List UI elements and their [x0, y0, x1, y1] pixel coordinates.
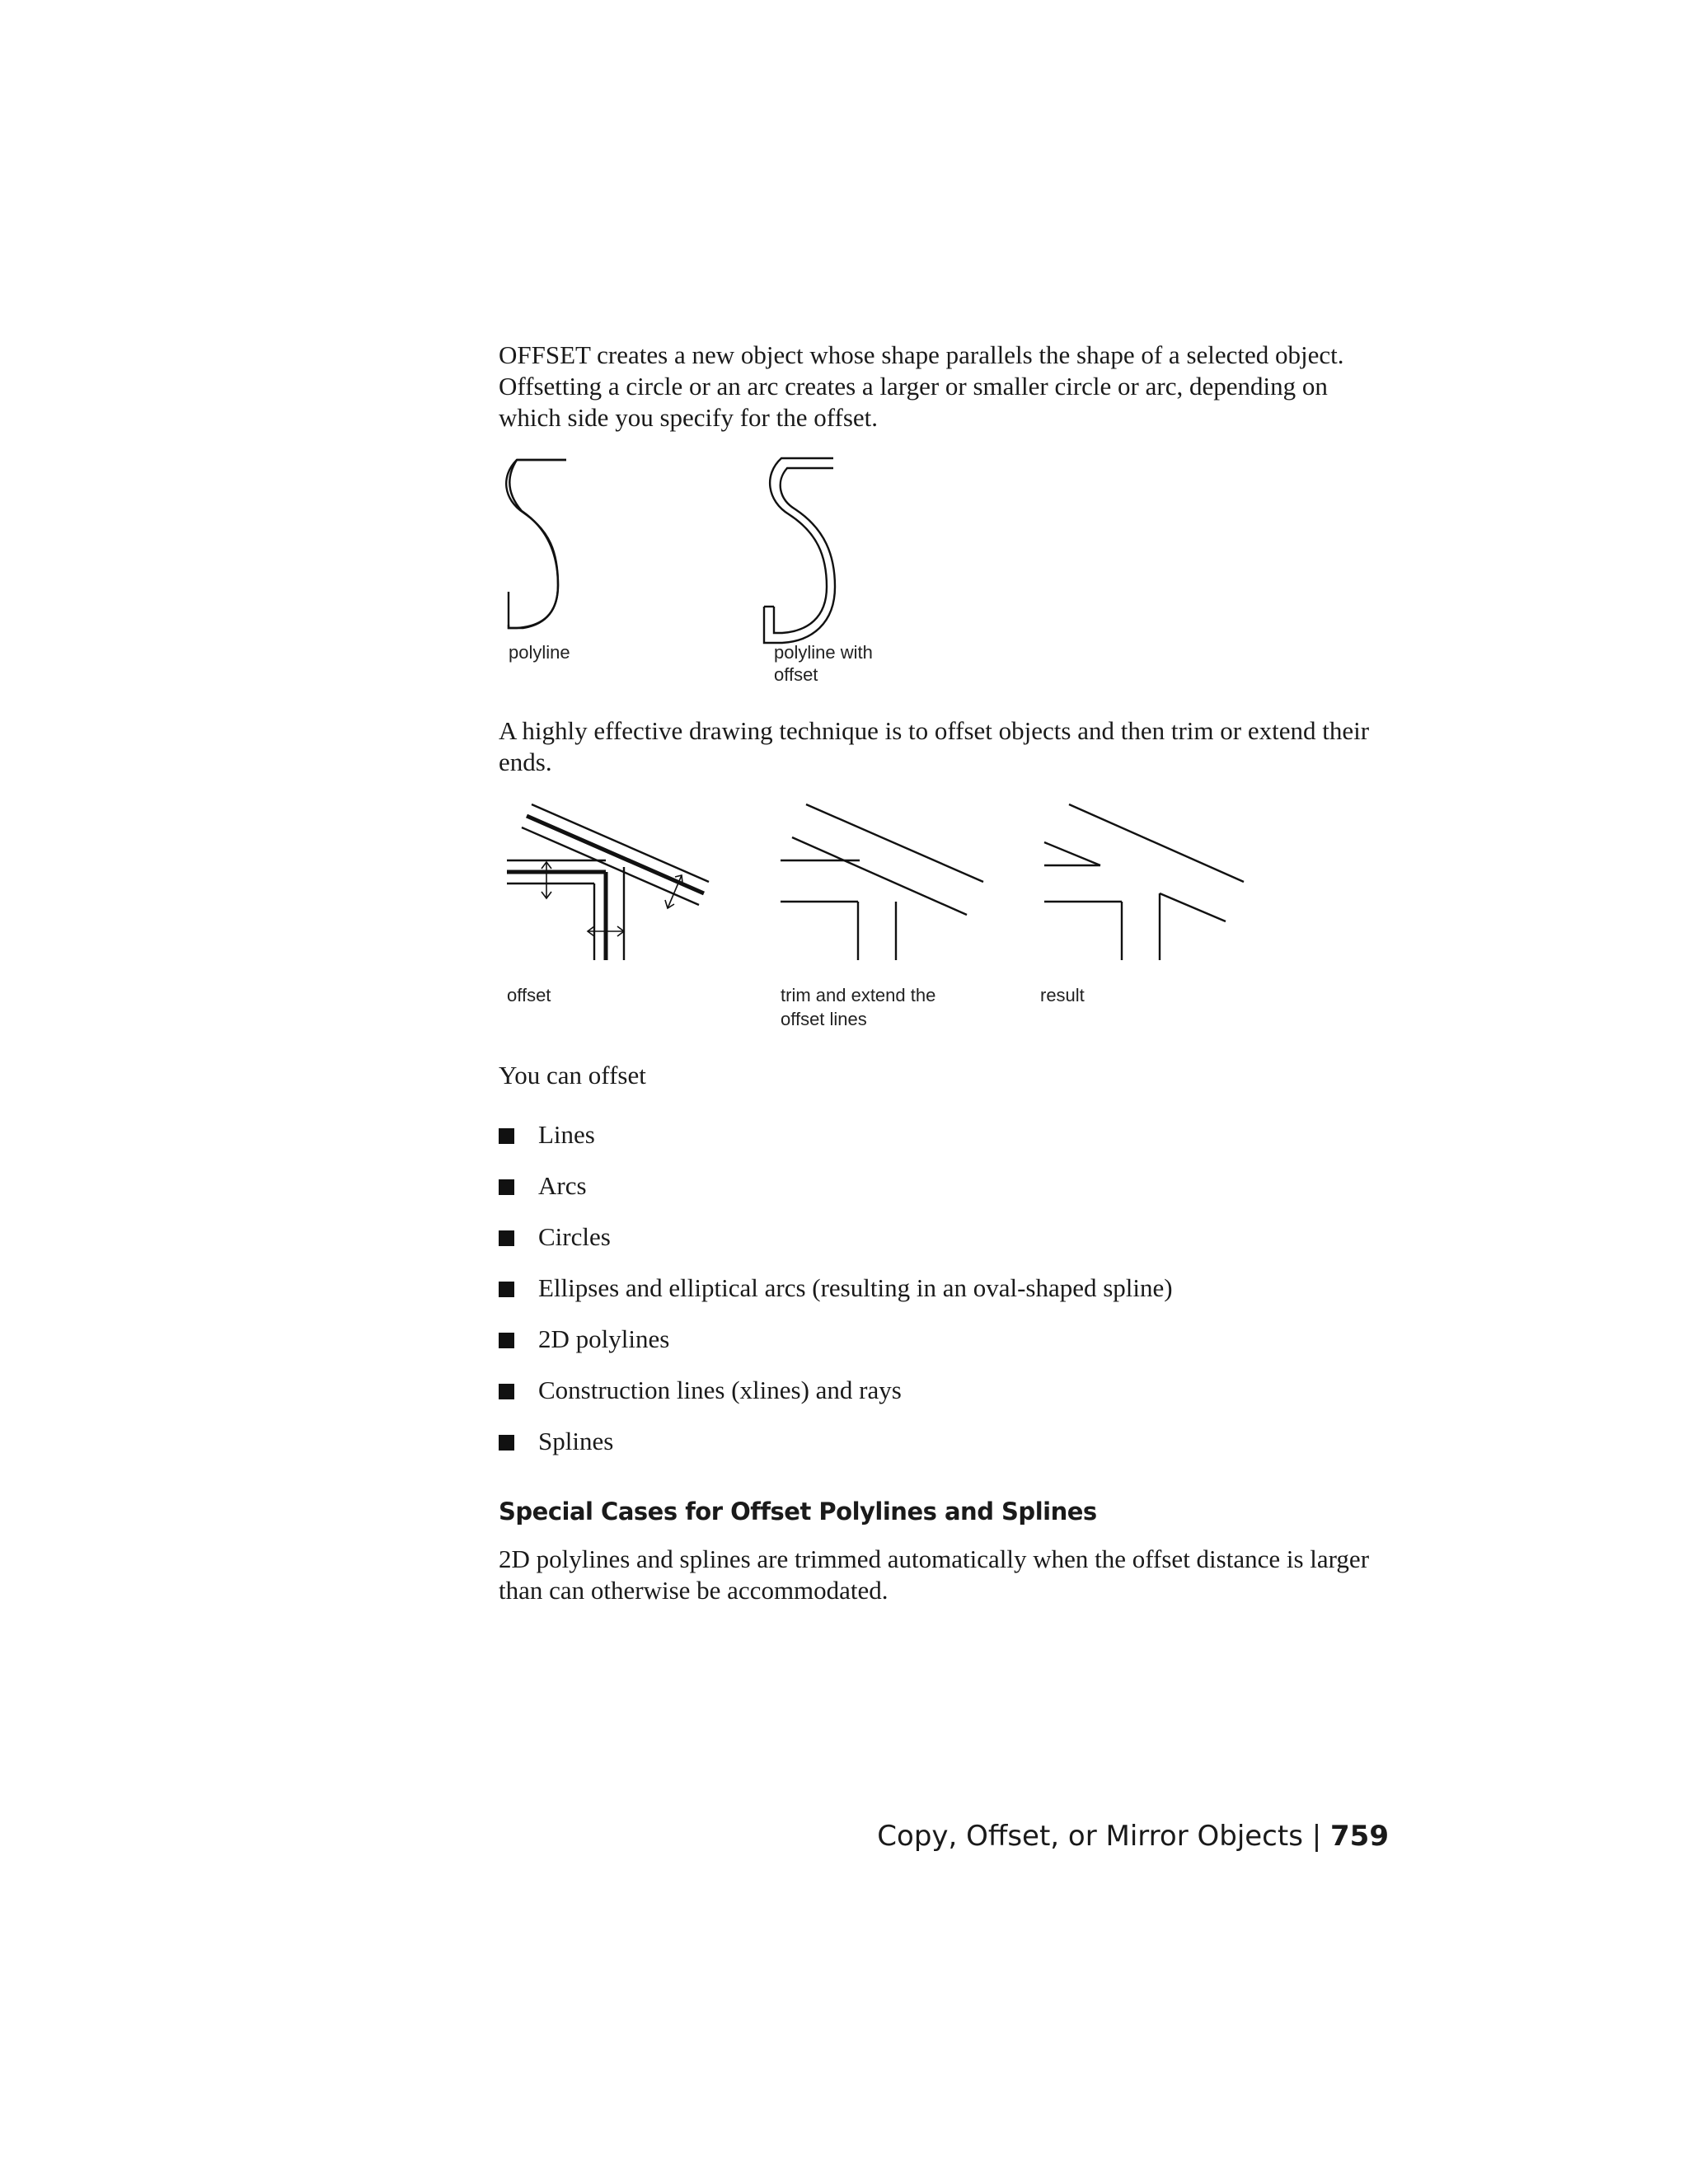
figure2-caption-middle-line1: trim and extend the: [781, 985, 936, 1005]
footer-title: Copy, Offset, or Mirror Objects: [877, 1820, 1303, 1853]
panel-trim-extend: [781, 804, 983, 960]
list-item: [499, 1119, 1389, 1170]
figure1-caption-right-line1: polyline with: [774, 642, 873, 663]
list-item-text: Arcs: [538, 1171, 587, 1200]
intro-paragraph: OFFSET creates a new object whose shape parallels the shape of a selected object. Offsetting a circle or an arc creates a larger or smaller circle or arc, depending on which side you specify for the offset.: [499, 340, 1344, 432]
figure-polyline-offset-svg: [499, 453, 927, 692]
figure1-caption-left: polyline: [509, 642, 570, 663]
panel-result: [1044, 804, 1244, 960]
figure1-caption-right-line2: offset: [774, 664, 818, 685]
polyline-shape-path: [509, 460, 566, 628]
section-body: 2D polylines and splines are trimmed automatically when the offset distance is larger than can otherwise be accommodated.: [499, 1544, 1370, 1605]
bullet-square-icon: [499, 1230, 514, 1246]
list-item-text: Splines: [538, 1427, 614, 1455]
list-item-text: Circles: [538, 1222, 611, 1251]
list-item-text: Construction lines (xlines) and rays: [538, 1376, 902, 1404]
list-item: [499, 1221, 1389, 1272]
list-item-text: 2D polylines: [538, 1324, 670, 1353]
list-item-text: Lines: [538, 1120, 595, 1149]
list-intro: You can offset: [499, 1061, 646, 1090]
section-heading: Special Cases for Offset Polylines and Splines: [499, 1497, 1097, 1526]
bullet-square-icon: [499, 1333, 514, 1348]
figure-polyline-offset: [499, 453, 927, 692]
bullet-square-icon: [499, 1435, 514, 1451]
figure2-caption-right: result: [1040, 985, 1085, 1005]
bullet-square-icon: [499, 1179, 514, 1195]
figure2-caption-left: offset: [507, 985, 551, 1005]
bullet-square-icon: [499, 1384, 514, 1399]
page-number: 759: [1330, 1820, 1389, 1853]
list-item: [499, 1170, 1389, 1221]
offset-object-list: [499, 1119, 1389, 1477]
bullet-square-icon: [499, 1128, 514, 1144]
list-item-text: Ellipses and elliptical arcs (resulting in an oval-shaped spline): [538, 1273, 1173, 1302]
figure2-caption-middle-line2: offset lines: [781, 1009, 867, 1029]
list-item: [499, 1375, 1389, 1426]
polyline-shape: [509, 460, 566, 628]
page-footer: [877, 1820, 1389, 1853]
offset-polyline-shape: [764, 458, 835, 643]
list-item: [499, 1426, 1389, 1477]
bullet-square-icon: [499, 1282, 514, 1297]
panel-offset: [507, 804, 709, 960]
technique-paragraph: A highly effective drawing technique is to offset objects and then trim or extend their ends.: [499, 716, 1370, 776]
footer-separator: |: [1311, 1820, 1322, 1853]
list-item: [499, 1272, 1389, 1324]
figure-offset-trim: [499, 799, 1273, 1038]
list-item: [499, 1324, 1389, 1375]
figure-offset-trim-svg: [499, 799, 1273, 1038]
